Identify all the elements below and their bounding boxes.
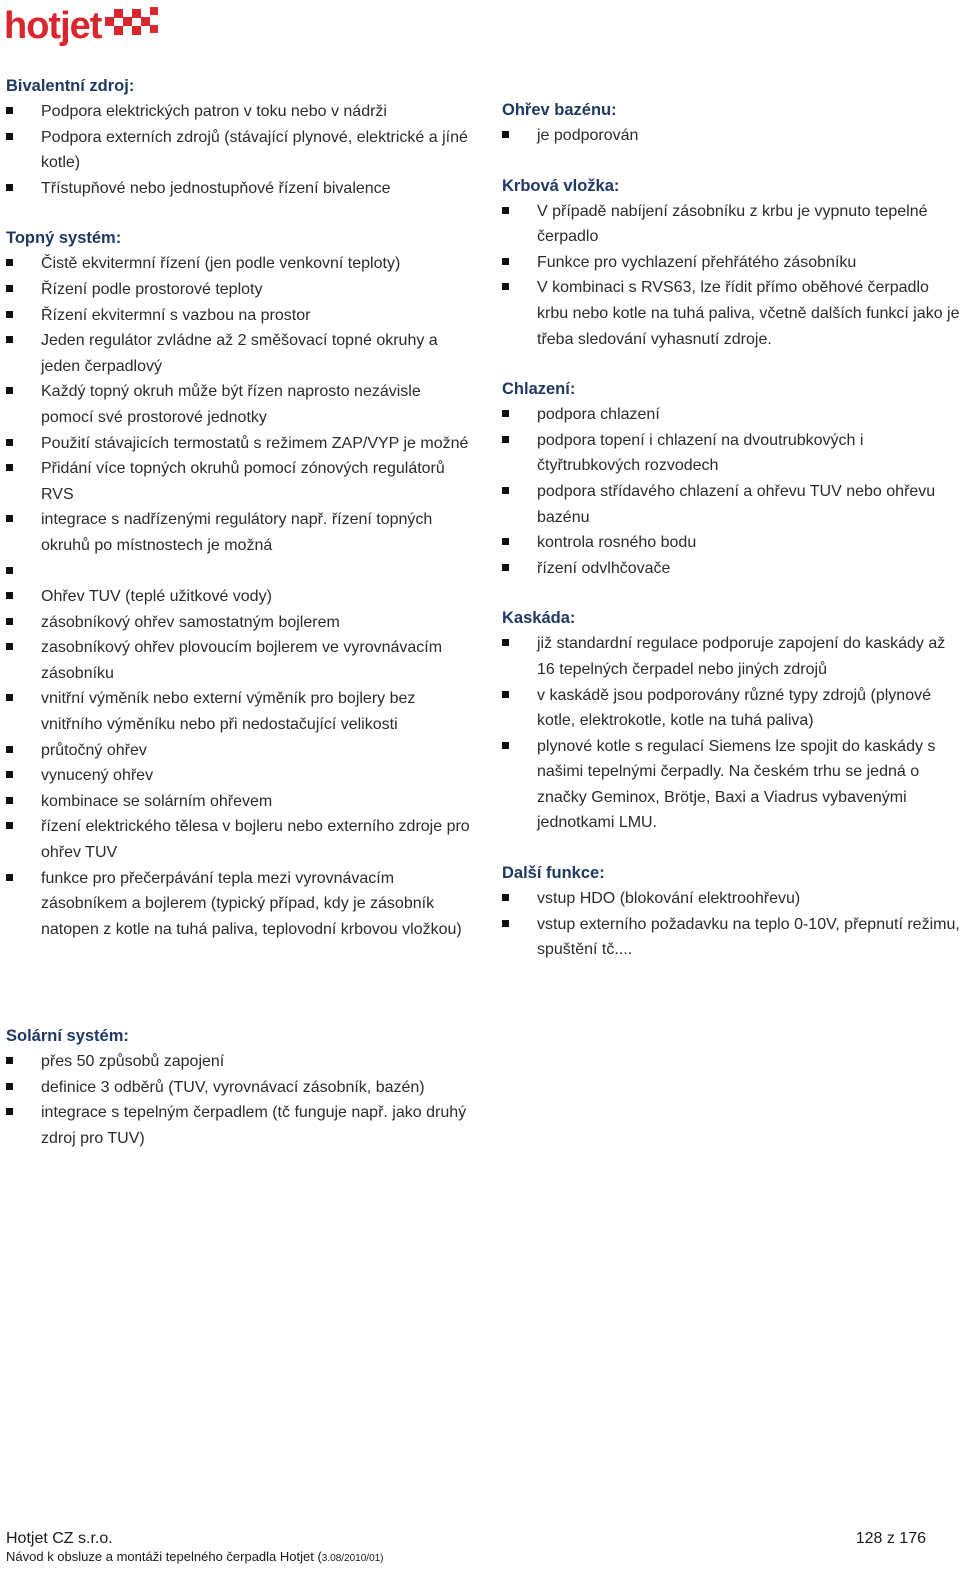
fireplace-list [502, 199, 960, 353]
square-bullet-icon [6, 746, 13, 753]
list-item: zasobníkový ohřev plovoucím bojlerem ve vyrovnávacím zásobníku [6, 635, 476, 686]
list-item: již standardní regulace podporuje zapojení do kaskády až 16 tepelných čerpadel nebo jiných zdrojů [502, 631, 960, 682]
section-heating [6, 226, 476, 942]
list-item: V kombinaci s RVS63, lze řídit přímo oběhové čerpadlo krbu nebo kotle na tuhá paliva, včetně dalších funkcí jako je třeba sledování vyhasnutí zdroje. [502, 275, 960, 352]
section-title-bivalent: Bivalentní zdroj: [6, 77, 135, 95]
list-item: V případě nabíjení zásobníku z krbu je vypnuto tepelné čerpadlo [502, 199, 960, 250]
square-bullet-icon [6, 822, 13, 829]
square-bullet-icon [6, 1108, 13, 1115]
list-item: Použití stávajicích termostatů s režimem ZAP/VYP je možné [6, 431, 476, 457]
section-bivalent [6, 74, 476, 201]
square-bullet-icon [502, 131, 509, 138]
section-title-cascade: Kaskáda: [502, 609, 576, 628]
section-other [502, 861, 960, 963]
list-item: Podpora elektrických patron v toku nebo v nádrži [6, 99, 476, 125]
square-bullet-icon [6, 336, 13, 343]
square-bullet-icon [6, 184, 13, 191]
list-item: vstup HDO (blokování elektroohřevu) [502, 886, 960, 912]
section-title-cooling: Chlazení: [502, 380, 576, 399]
list-item: Jeden regulátor zvládne až 2 směšovací topné okruhy a jeden čerpadlový [6, 328, 476, 379]
square-bullet-icon [502, 487, 509, 494]
section-cooling [502, 377, 960, 581]
square-bullet-icon [6, 133, 13, 140]
section-pool [502, 98, 960, 149]
square-bullet-icon [6, 1083, 13, 1090]
footer [6, 1529, 384, 1567]
list-item: Přidání více topných okruhů pomocí zónových regulátorů RVS [6, 456, 476, 507]
square-bullet-icon [6, 464, 13, 471]
list-item: integrace s nadřízenými regulátory např. řízení topných okruhů po místnostech je možná [6, 507, 476, 558]
list-item: Řízení ekvitermní s vazbou na prostor [6, 303, 476, 329]
square-bullet-icon [6, 618, 13, 625]
square-bullet-icon [6, 1057, 13, 1064]
list-item: vynucený ohřev [6, 763, 476, 789]
list-item: Ohřev TUV (teplé užitkové vody) [6, 584, 476, 610]
square-bullet-icon [6, 107, 13, 114]
square-bullet-icon [6, 515, 13, 522]
list-item: podpora chlazení [502, 402, 960, 428]
list-item: přes 50 způsobů zapojení [6, 1049, 476, 1075]
list-item: podpora střídavého chlazení a ohřevu TUV nebo ohřevu bazénu [502, 479, 960, 530]
footer-doc-text: Návod k obsluze a montáži tepelného čerpadla Hotjet ( [6, 1549, 322, 1564]
footer-doc-version: 3.08/2010/01) [321, 1553, 384, 1564]
list-item: plynové kotle s regulací Siemens lze spojit do kaskády s našimi tepelnými čerpadly. Na českém trhu se jedná o značky Geminox, Brötje, Baxi a Viadrus vybavenými jednotkami LMU. [502, 734, 960, 836]
list-item: průtočný ohřev [6, 738, 476, 764]
square-bullet-icon [502, 283, 509, 290]
list-item: kombinace se solárním ohřevem [6, 789, 476, 815]
cooling-list [502, 402, 960, 581]
square-bullet-icon [502, 410, 509, 417]
section-title-fireplace: Krbová vložka: [502, 176, 620, 195]
square-bullet-icon [502, 436, 509, 443]
section-fireplace [502, 174, 960, 353]
square-bullet-icon [6, 771, 13, 778]
list-item: integrace s tepelným čerpadlem (tč funguje např. jako druhý zdroj pro TUV) [6, 1100, 476, 1151]
logo-text: hotjet [4, 5, 102, 47]
square-bullet-icon [6, 874, 13, 881]
list-item: Každý topný okruh může být řízen naprosto nezávisle pomocí své prostorové jednotky [6, 379, 476, 430]
list-item-empty [6, 559, 476, 585]
list-item: řízení elektrického tělesa v bojleru nebo externího zdroje pro ohřev TUV [6, 814, 476, 865]
list-item: kontrola rosného bodu [502, 530, 960, 556]
section-title-heating: Topný systém: [6, 229, 122, 248]
square-bullet-icon [6, 387, 13, 394]
list-item: Třístupňové nebo jednostupňové řízení bivalence [6, 176, 476, 202]
list-item: podpora topení i chlazení na dvoutrubkových i čtyřtrubkových rozvodech [502, 428, 960, 479]
list-item: funkce pro přečerpávání tepla mezi vyrovnávacím zásobníkem a bojlerem (typický případ, kdy je zásobník natopen z kotle na tuhá paliva, teplovodní krbovou vložkou) [6, 866, 476, 943]
square-bullet-icon [502, 207, 509, 214]
square-bullet-icon [6, 694, 13, 701]
left-column [6, 74, 476, 967]
page-number: 128 z 176 [855, 1530, 926, 1547]
bottom-section [6, 1024, 476, 1176]
square-bullet-icon [502, 538, 509, 545]
list-item: Čistě ekvitermní řízení (jen podle venkovní teploty) [6, 251, 476, 277]
square-bullet-icon [6, 311, 13, 318]
square-bullet-icon [6, 797, 13, 804]
list-item: zásobníkový ohřev samostatným bojlerem [6, 610, 476, 636]
square-bullet-icon [502, 258, 509, 265]
footer-doc-title [6, 1549, 384, 1567]
list-item: Podpora externích zdrojů (stávající plynové, elektrické a jíné kotle) [6, 125, 476, 176]
list-item: vstup externího požadavku na teplo 0-10V, přepnutí režimu, spuštění tč.... [502, 912, 960, 963]
solar-list [6, 1049, 476, 1151]
square-bullet-icon [502, 920, 509, 927]
square-bullet-icon [502, 742, 509, 749]
square-bullet-icon [502, 564, 509, 571]
list-item: řízení odvlhčovače [502, 556, 960, 582]
section-title-pool: Ohřev bazénu: [502, 101, 617, 119]
list-item: Funkce pro vychlazení přehřátého zásobníku [502, 250, 960, 276]
square-bullet-icon [502, 639, 509, 646]
list-item: Řízení podle prostorové teploty [6, 277, 476, 303]
list-item: v kaskádě jsou podporovány různé typy zdrojů (plynové kotle, elektrokotle, kotle na tuhá paliva) [502, 683, 960, 734]
cascade-list [502, 631, 960, 836]
square-bullet-icon [6, 285, 13, 292]
list-item: definice 3 odběrů (TUV, vyrovnávací zásobník, bazén) [6, 1075, 476, 1101]
square-bullet-icon [6, 643, 13, 650]
section-cascade [502, 606, 960, 836]
list-item: vnitřní výměník nebo externí výměník pro bojlery bez vnitřního výměníku nebo při nedostačující velikosti [6, 686, 476, 737]
section-title-solar: Solární systém: [6, 1027, 129, 1045]
pool-list [502, 123, 960, 149]
list-item: je podporován [502, 123, 960, 149]
square-bullet-icon [6, 439, 13, 446]
square-bullet-icon [502, 894, 509, 901]
heating-list [6, 251, 476, 942]
hotjet-mark-icon [105, 7, 163, 37]
square-bullet-icon [6, 567, 13, 574]
square-bullet-icon [6, 259, 13, 266]
section-solar [6, 1024, 476, 1151]
footer-company: Hotjet CZ s.r.o. [6, 1530, 113, 1547]
bivalent-list [6, 99, 476, 201]
section-title-other: Další funkce: [502, 864, 605, 883]
other-list [502, 886, 960, 963]
square-bullet-icon [502, 691, 509, 698]
square-bullet-icon [6, 592, 13, 599]
right-column [502, 98, 960, 988]
hotjet-logo [4, 4, 163, 48]
